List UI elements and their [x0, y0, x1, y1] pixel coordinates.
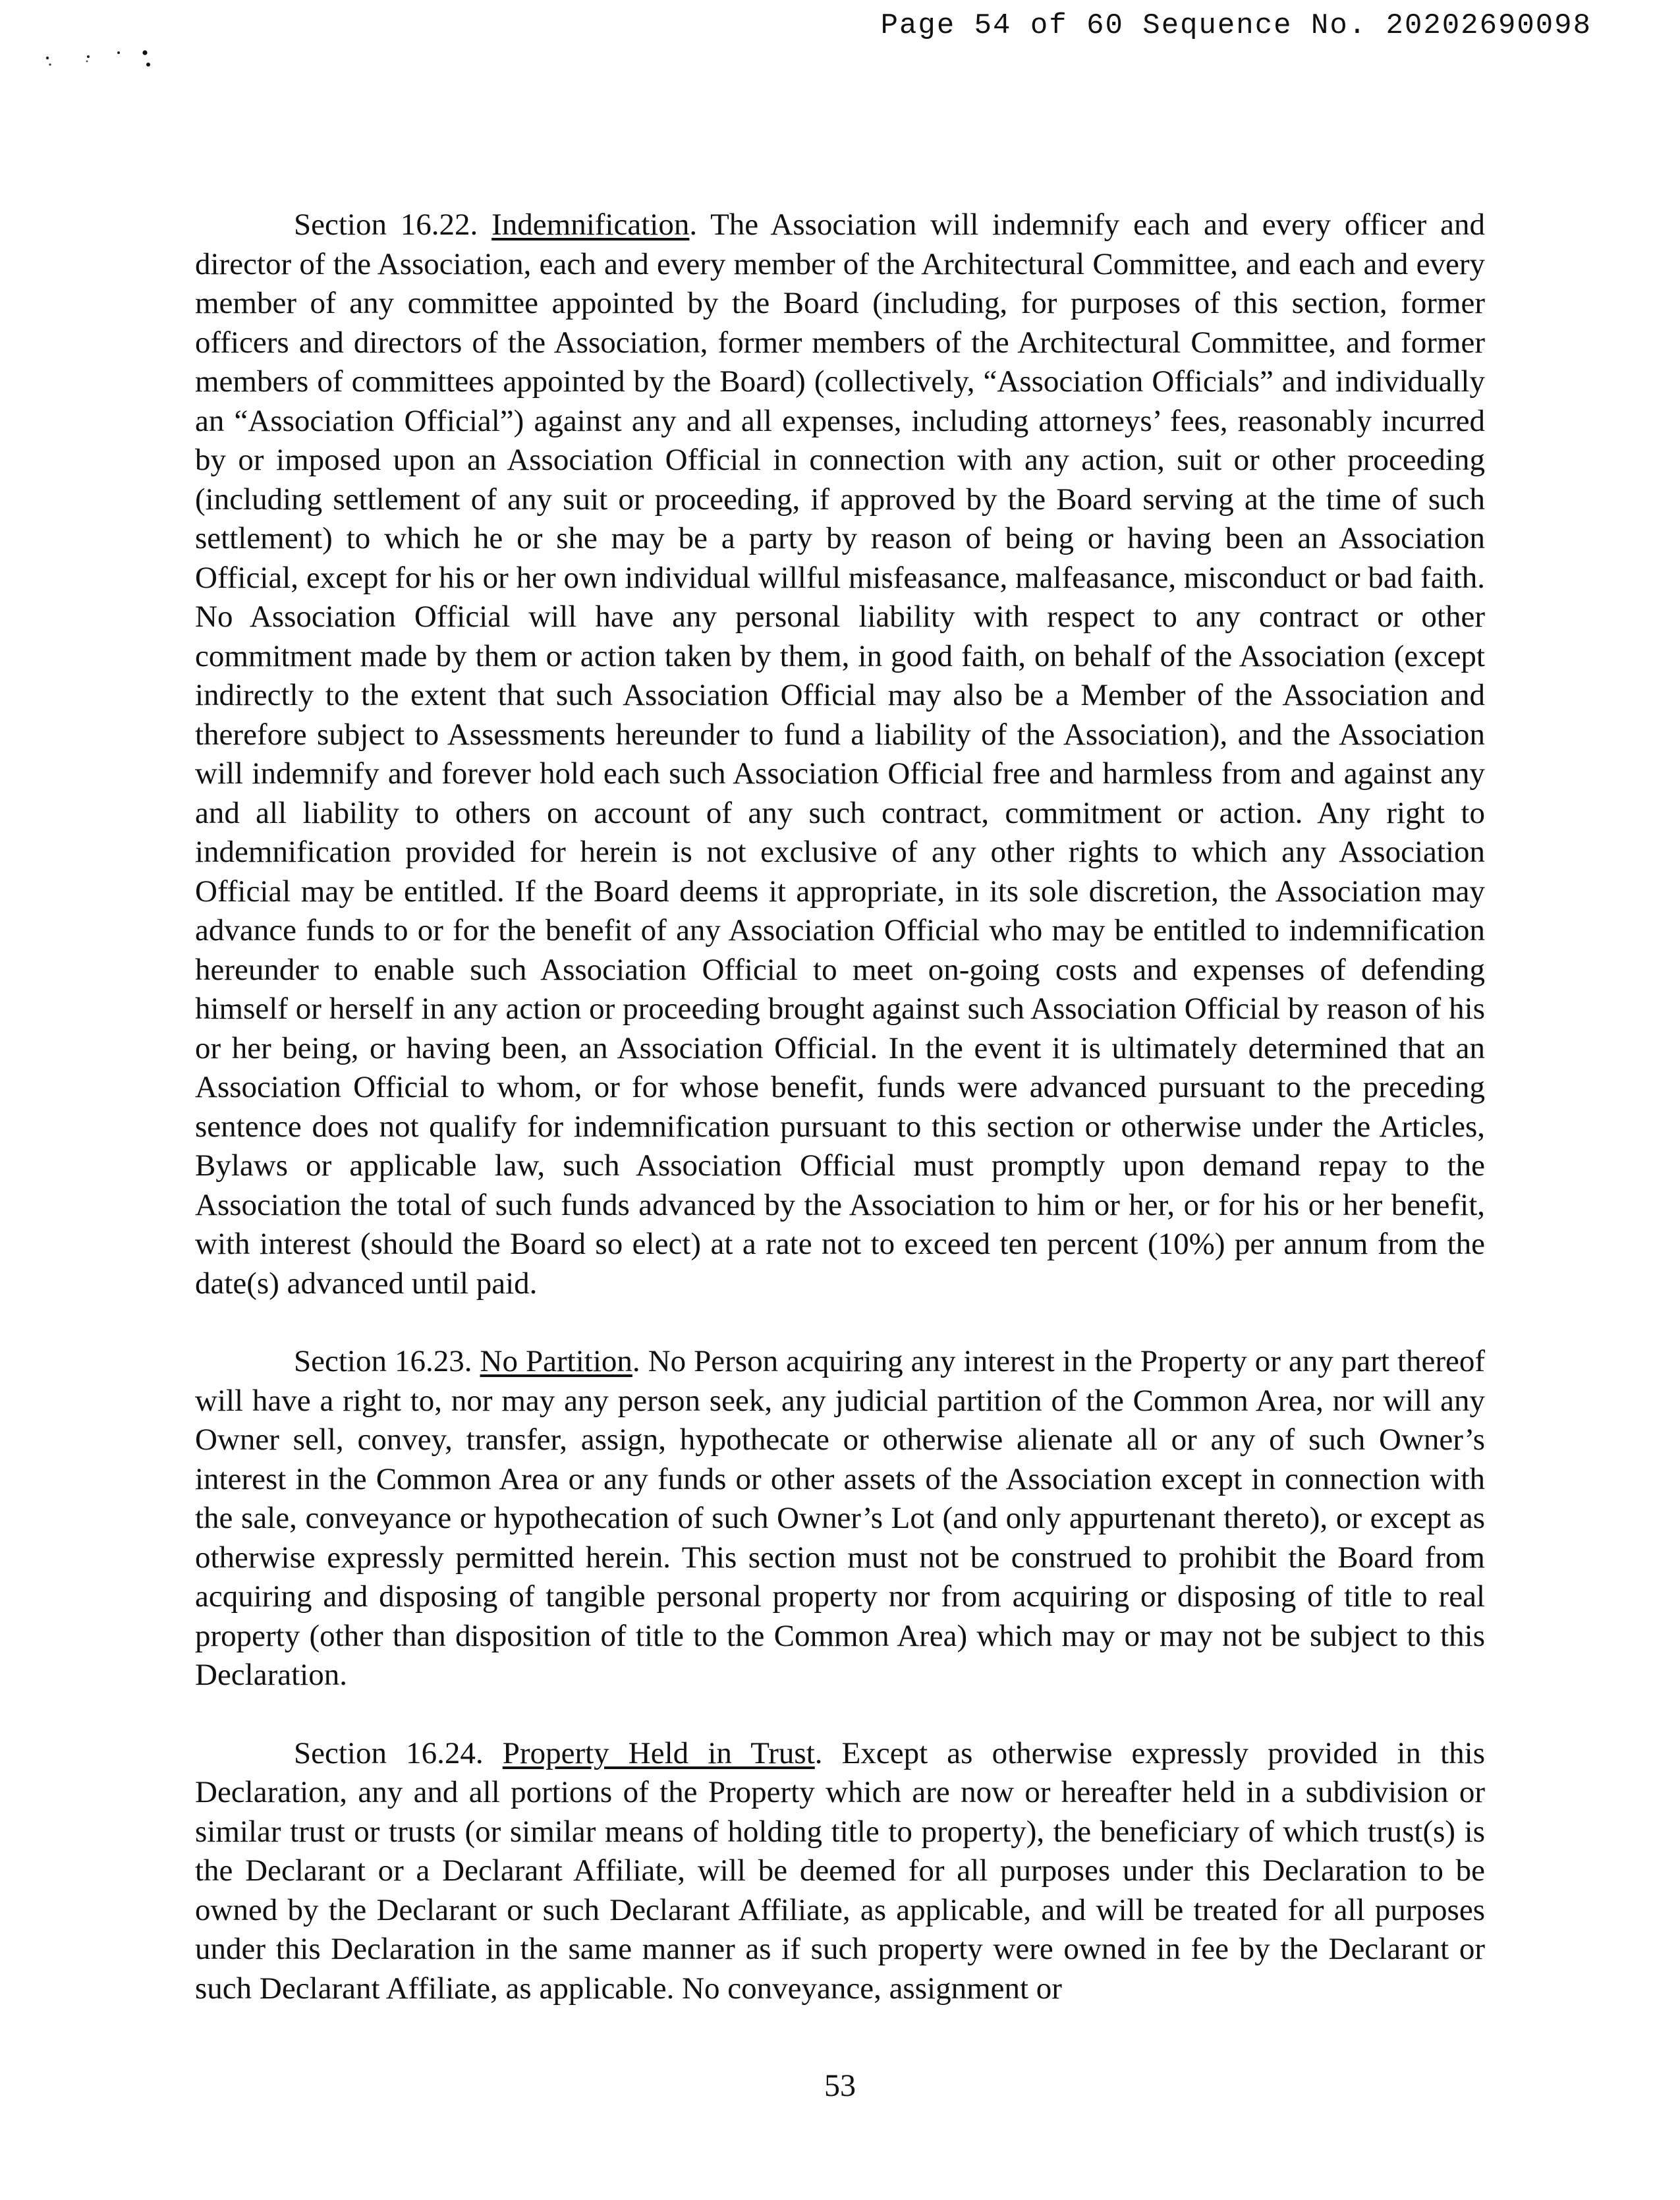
document-body	[195, 206, 1485, 2008]
section-title: Indemnification	[491, 208, 690, 242]
section-body: Except as otherwise expressly provided in this Declaration, any and all portions of the Property which are now or hereafter held in a subdivision or similar trust or trusts (or similar means of holding title to property), the beneficiary of which trust(s) is the Declarant or a Declarant Affiliate, will be deemed for all purposes under this Declaration to be owned by the Declarant or such Declarant Affiliate, as applicable, and will be treated for all purposes under this Declaration in the same manner as if such property were owned in fee by the Declarant or such Declarant Affiliate, as applicable. No conveyance, assignment or	[195, 1735, 1485, 2006]
section-body: The Association will indemnify each and every officer and director of the Association, each and every member of the Architectural Committee, and each and every member of any committee appointed by the Board (including, for purposes of this section, former officers and directors of the Association, former members of the Architectural Committee, and former members of committees appointed by the Board) (collectively, “Association Officials” and individually an “Association Official”) against any and all expenses, including attorneys’ fees, reasonably incurred by or imposed upon an Association Official in connection with any action, suit or other proceeding (including settlement of any suit or proceeding, if approved by the Board serving at the time of such settlement) to which he or she may be a party by reason of being or having been an Association Official, except for his or her own individual willful misfeasance, malfeasance, misconduct or bad faith. No Association Official will have any personal liability with respect to any contract or other commitment made by them or action taken by them, in good faith, on behalf of the Association (except indirectly to the extent that such Association Official may also be a Member of the Association and therefore subject to Assessments hereunder to fund a liability of the Association), and the Association will indemnify and forever hold each such Association Official free and harmless from and against any and all liability to others on account of any such contract, commitment or action. Any right to indemnification provided for herein is not exclusive of any other rights to which any Association Official may be entitled. If the Board deems it appropriate, in its sole discretion, the Association may advance funds to or for the benefit of any Association Official who may be entitled to indemnification hereunder to enable such Association Official to meet on-going costs and expenses of defending himself or herself in any action or proceeding brought against such Association Official by reason of his or her being, or having been, an Association Official. In the event it is ultimately determined that an Association Official to whom, or for whose benefit, funds were advanced pursuant to the preceding sentence does not qualify for indemnification pursuant to this section or otherwise under the Articles, Bylaws or applicable law, such Association Official must promptly upon demand repay to the Association the total of such funds advanced by the Association to him or her, or for his or her benefit, with interest (should the Board so elect) at a rate not to exceed ten percent (10%) per annum from the date(s) advanced until paid.	[195, 208, 1485, 1301]
section-number: Section 16.24.	[294, 1735, 484, 1770]
scan-artifact-specks	[41, 42, 159, 75]
section-16-24: Section 16.24. Property Held in Trust. Except as otherwise expressly provided in this Declaration, any and all portions of the Property which are now or hereafter held in a subdivision or similar trust or trusts (or similar means of holding title to property), the beneficiary of which trust(s) is the Declarant or a Declarant Affiliate, will be deemed for all purposes under this Declaration to be owned by the Declarant or such Declarant Affiliate, as applicable, and will be treated for all purposes under this Declaration in the same manner as if such property were owned in fee by the Declarant or such Declarant Affiliate, as applicable. No conveyance, assignment or	[195, 1735, 1485, 2006]
section-16-23: Section 16.23. No Partition. No Person acquiring any interest in the Property or any part thereof will have a right to, nor may any person seek, any judicial partition of the Common Area, nor will any Owner sell, convey, transfer, assign, hypothecate or otherwise alienate all or any of such Owner’s interest in the Common Area or any funds or other assets of the Association except in connection with the sale, conveyance or hypothecation of such Owner’s Lot (and only appurtenant thereto), or except as otherwise expressly permitted herein. This section must not be construed to prohibit the Board from acquiring and disposing of tangible personal property nor from acquiring or disposing of title to real property (other than disposition of title to the Common Area) which may or may not be subject to this Declaration.	[195, 1344, 1486, 1692]
section-number: Section 16.23.	[294, 1344, 472, 1378]
section-body: No Person acquiring any interest in the Property or any part thereof will have a right to, nor may any person seek, any judicial partition of the Common Area, nor will any Owner sell, convey, transfer, assign, hypothecate or otherwise alienate all or any of such Owner’s interest in the Common Area or any funds or other assets of the Association except in connection with the sale, conveyance or hypothecation of such Owner’s Lot (and only appurtenant thereto), or except as otherwise expressly permitted herein. This section must not be construed to prohibit the Board from acquiring and disposing of tangible personal property nor from acquiring or disposing of title to real property (other than disposition of title to the Common Area) which may or may not be subject to this Declaration.	[195, 1344, 1486, 1692]
section-title: No Partition	[480, 1344, 632, 1378]
section-number: Section 16.22.	[294, 208, 478, 242]
page-number: 53	[824, 2068, 856, 2103]
page-sequence-header: Page 54 of 60 Sequence No. 20202690098	[880, 9, 1592, 42]
section-title: Property Held in Trust	[502, 1735, 815, 1770]
section-16-22: Section 16.22. Indemnification. The Association will indemnify each and every officer and director of the Association, each and every member of the Architectural Committee, and each and every member of any committee appointed by the Board (including, for purposes of this section, former officers and directors of the Association, former members of the Architectural Committee, and former members of committees appointed by the Board) (collectively, “Association Officials” and individually an “Association Official”) against any and all expenses, including attorneys’ fees, reasonably incurred by or imposed upon an Association Official in connection with any action, suit or other proceeding (including settlement of any suit or proceeding, if approved by the Board serving at the time of such settlement) to which he or she may be a party by reason of being or having been an Association Official, except for his or her own individual willful misfeasance, malfeasance, misconduct or bad faith. No Association Official will have any personal liability with respect to any contract or other commitment made by them or action taken by them, in good faith, on behalf of the Association (except indirectly to the extent that such Association Official may also be a Member of the Association and therefore subject to Assessments hereunder to fund a liability of the Association), and the Association will indemnify and forever hold each such Association Official free and harmless from and against any and all liability to others on account of any such contract, commitment or action. Any right to indemnification provided for herein is not exclusive of any other rights to which any Association Official may be entitled. If the Board deems it appropriate, in its sole discretion, the Association may advance funds to or for the benefit of any Association Official who may be entitled to indemnification hereunder to enable such Association Official to meet on-going costs and expenses of defending himself or herself in any action or proceeding brought against such Association Official by reason of his or her being, or having been, an Association Official. In the event it is ultimately determined that an Association Official to whom, or for whose benefit, funds were advanced pursuant to the preceding sentence does not qualify for indemnification pursuant to this section or otherwise under the Articles, Bylaws or applicable law, such Association Official must promptly upon demand repay to the Association the total of such funds advanced by the Association to him or her, or for his or her benefit, with interest (should the Board so elect) at a rate not to exceed ten percent (10%) per annum from the date(s) advanced until paid.	[195, 208, 1485, 1301]
